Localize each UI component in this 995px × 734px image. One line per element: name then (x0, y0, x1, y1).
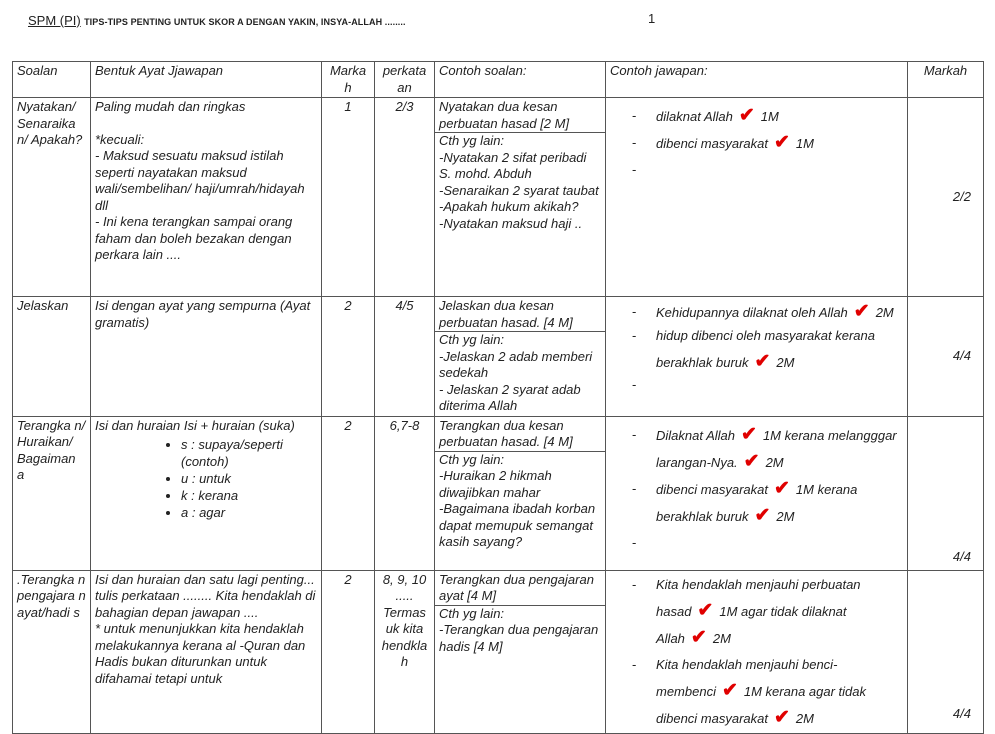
answer-item: - Dilaknat Allah ✔ 1M kerana melangggar larangan-Nya. ✔ 2M (632, 422, 903, 476)
cell-perkataan: 2/3 (375, 98, 435, 297)
cell-soalan: Jelaskan (13, 297, 91, 417)
page-header (28, 13, 406, 28)
soalan-lain-line: -Nyatakan 2 sifat peribadi S. mohd. Abduh (439, 149, 587, 181)
cell-contoh-soalan (435, 416, 606, 570)
col-perkataan: perkata an (375, 62, 435, 98)
header-title: TIPS-TIPS PENTING UNTUK SKOR A DENGAN YAKIN, INSYA-ALLAH ........ (84, 17, 406, 27)
soalan-main: Terangkan dua pengajaran ayat [4 M] (439, 571, 594, 603)
cell-markah: 1 (322, 98, 375, 297)
cell-bentuk (91, 570, 322, 733)
cell-bentuk (91, 98, 322, 297)
col-markah: Marka h (322, 62, 375, 98)
check-icon: ✔ (721, 679, 738, 701)
bentuk-list-item: • u : untuk (181, 470, 317, 487)
table-row (13, 570, 984, 733)
cell-soalan: Terangka n/ Huraikan/ Bagaiman a (13, 416, 91, 570)
answer-item: - Kita hendaklah menjauhi benci-membenci ✔ 1M kerana agar tidak dibenci masyarakat ✔ 2M (632, 652, 903, 732)
cell-soalan: Nyatakan/ Senaraika n/ Apakah? (13, 98, 91, 297)
cell-perkataan: 4/5 (375, 297, 435, 417)
check-icon: ✔ (853, 301, 870, 322)
col-bentuk: Bentuk Ayat Jjawapan (91, 62, 322, 98)
table-row (13, 416, 984, 570)
cell-contoh-soalan (435, 98, 606, 297)
soalan-lain-line: -Apakah hukum akikah? (439, 199, 579, 214)
cell-skor: 4/4 (908, 297, 984, 417)
check-icon: ✔ (774, 132, 790, 153)
col-contoh-jawapan: Contoh jawapan: (606, 62, 908, 98)
answer-item: - dibenci masyarakat ✔ 1M (632, 130, 903, 157)
answer-item: - Kita hendaklah menjauhi perbuatan hasad ✔ 1M agar tidak dilaknat Allah ✔ 2M (632, 572, 903, 652)
cell-contoh-jawapan (606, 416, 908, 570)
table-row (13, 297, 984, 417)
bentuk-line: Paling mudah dan ringkas (95, 99, 246, 114)
cell-markah: 2 (322, 416, 375, 570)
table-row (13, 98, 984, 297)
soalan-lain-line: -Senaraikan 2 syarat taubat (439, 182, 599, 198)
cell-soalan: .Terangka n pengajara n ayat/hadi s (13, 570, 91, 733)
cell-markah: 2 (322, 297, 375, 417)
col-contoh-soalan: Contoh soalan: (435, 62, 606, 98)
bentuk-line: - Ini kena terangkan sampai orang faham dan boleh bezakan dengan perkara lain .... (95, 214, 293, 262)
soalan-lain-line: Cth yg lain: (439, 451, 505, 467)
check-icon: ✔ (690, 626, 707, 648)
answer-item: - Kehidupannya dilaknat oleh Allah ✔ 2M (632, 302, 903, 323)
table-header-row (13, 62, 984, 98)
bentuk-line: - Maksud sesuatu maksud istilah seperti nayatakan maksud wali/sembelihan/ haji/umrah/hidayah dll (95, 148, 305, 213)
cell-skor: 2/2 (908, 98, 984, 297)
soalan-lain (435, 605, 605, 656)
bentuk-list-item: • k : kerana (181, 487, 317, 504)
bentuk-line: Isi dan huraian dan satu lagi penting... tulis perkataan ........ Kita hendaklah di bahagian depan jawapan .... (95, 571, 316, 620)
cell-bentuk (91, 416, 322, 570)
cell-perkataan: 8, 9, 10 ..... Termas uk kita hendkla h (375, 570, 435, 733)
bentuk-line: Isi dan huraian Isi + huraian (suka) (95, 417, 295, 433)
check-icon: ✔ (774, 706, 790, 728)
cell-contoh-soalan (435, 570, 606, 733)
soalan-lain-line: Cth yg lain: (439, 133, 505, 148)
check-icon: ✔ (697, 599, 714, 621)
page-number: 1 (648, 11, 656, 26)
soalan-lain (435, 331, 605, 415)
soalan-lain-line: - Jelaskan 2 syarat adab diterima Allah (439, 381, 581, 413)
answer-item: - hidup dibenci oleh masyarakat kerana berakhlak buruk ✔ 2M (632, 323, 903, 376)
soalan-lain-line: Cth yg lain: (439, 332, 505, 347)
check-icon: ✔ (738, 105, 755, 126)
cell-contoh-jawapan (606, 98, 908, 297)
check-icon: ✔ (754, 351, 771, 372)
soalan-lain-line: -Nyatakan maksud haji .. (439, 215, 583, 231)
answer-item: - dibenci masyarakat ✔ 1M kerana berakhlak buruk ✔ 2M (632, 476, 903, 530)
bentuk-line: *kecuali: (95, 131, 145, 147)
cell-contoh-jawapan (606, 297, 908, 417)
bentuk-list-item: • s : supaya/seperti (contoh) (181, 436, 317, 470)
soalan-main: Jelaskan dua kesan perbuatan hasad. [4 M] (439, 298, 573, 330)
soalan-main: Nyatakan dua kesan perbuatan hasad [2 M] (439, 99, 570, 131)
cell-contoh-soalan (435, 297, 606, 417)
cell-perkataan: 6,7-8 (375, 416, 435, 570)
soalan-lain-line: -Terangkan dua pengajaran hadis [4 M] (439, 622, 599, 654)
cell-markah: 2 (322, 570, 375, 733)
cell-bentuk: Isi dengan ayat yang sempurna (Ayat gramatis) (91, 297, 322, 417)
soalan-lain (435, 451, 605, 551)
soalan-lain-line: -Jelaskan 2 adab memberi sedekah (439, 348, 593, 380)
bentuk-list-item: • a : agar (181, 504, 317, 521)
bentuk-line: * untuk menunjukkan kita hendaklah melakukannya kerana al -Quran dan Hadis bukan diturunkan untuk difahamai tetapi untuk (95, 621, 306, 686)
col-skor: Markah (908, 62, 984, 98)
soalan-lain-line: -Bagaimana ibadah korban dapat memupuk semangat kasih sayang? (439, 501, 596, 549)
soalan-main: Terangkan dua kesan perbuatan hasad. [4 M] (439, 417, 573, 449)
answer-item: - dilaknat Allah ✔ 1M (632, 103, 903, 130)
check-icon: ✔ (774, 477, 790, 499)
check-icon: ✔ (743, 450, 760, 472)
cell-contoh-jawapan (606, 570, 908, 733)
soalan-lain (435, 132, 605, 232)
soalan-lain-line: Cth yg lain: (439, 605, 505, 621)
col-soalan: Soalan (13, 62, 91, 98)
tips-table (12, 61, 984, 734)
check-icon: ✔ (741, 423, 757, 445)
bentuk-line (95, 116, 317, 132)
soalan-lain-line: -Huraikan 2 hikmah diwajibkan mahar (439, 468, 552, 500)
check-icon: ✔ (754, 504, 771, 526)
header-code: SPM (PI) (28, 13, 81, 28)
cell-skor: 4/4 (908, 416, 984, 570)
cell-skor: 4/4 (908, 570, 984, 733)
